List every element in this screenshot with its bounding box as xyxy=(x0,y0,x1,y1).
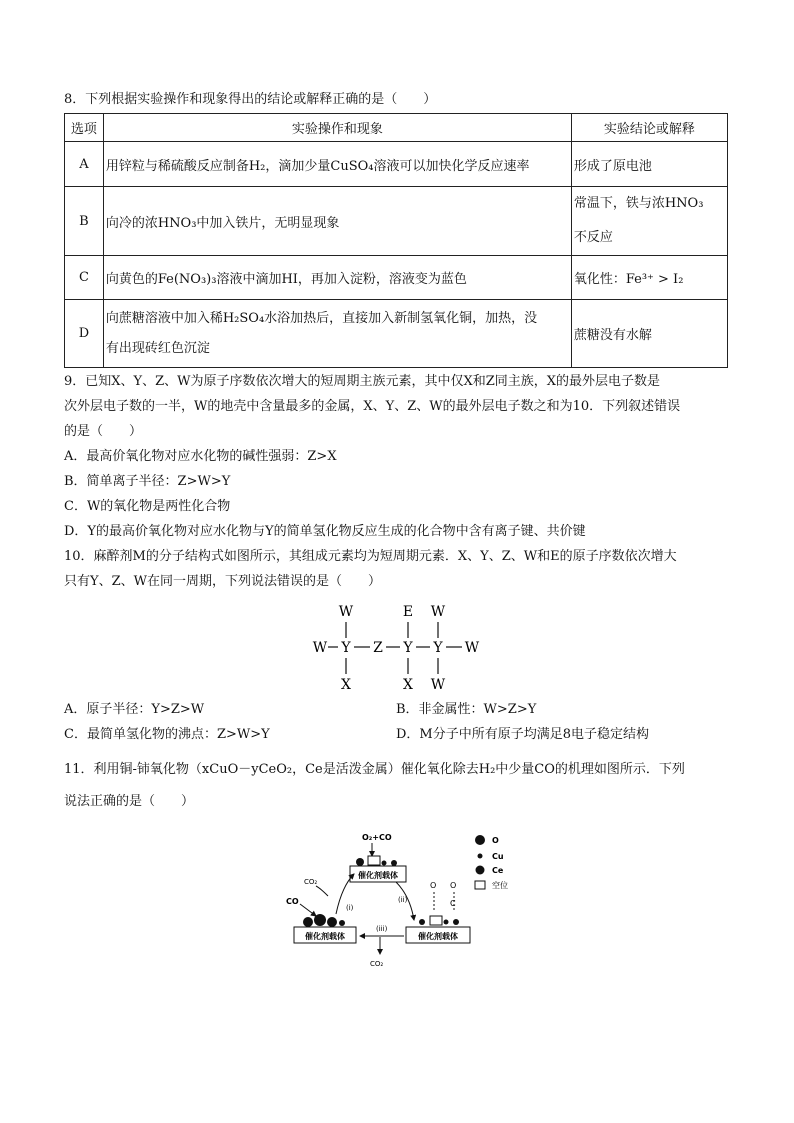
atom-bottom-x2: X xyxy=(403,677,413,693)
table-row xyxy=(65,187,728,256)
carrier-label: 催化剂载体 xyxy=(358,871,398,880)
row-conclusion-line2: 不反应 xyxy=(573,230,613,245)
row-option: B xyxy=(65,187,104,256)
q8-table xyxy=(64,113,728,368)
row-conclusion: 氧化性：Fe³⁺ > I₂ xyxy=(571,256,727,300)
row-conclusion xyxy=(571,187,727,256)
row-option: C xyxy=(65,256,104,300)
cu-atom xyxy=(382,861,387,866)
q10-option-c: C．最简单氢化物的沸点：Z>W>Y xyxy=(64,727,270,742)
arrow xyxy=(300,904,316,916)
q8-stem: 8．下列根据实验操作和现象得出的结论或解释正确的是（ ） xyxy=(64,92,437,107)
atom-top-w2: W xyxy=(430,604,446,620)
atom-top-w1: W xyxy=(338,604,354,620)
label-co2-release: CO₂ xyxy=(370,960,384,968)
label-step-ii: (ii) xyxy=(398,896,408,904)
row-conclusion: 蔗糖没有水解 xyxy=(571,300,727,368)
table-row xyxy=(65,256,728,300)
q11-line2: 说法正确的是（ ） xyxy=(64,794,195,809)
carrier-label: 催化剂载体 xyxy=(418,932,458,941)
label-co2: CO₂ xyxy=(304,878,318,886)
atom-bottom-x1: X xyxy=(341,677,351,693)
atom-chain-y3: Y xyxy=(433,640,443,656)
q9-option-d: D．Y的最高价氧化物对应水化物与Y的简单氢化物反应生成的化合物中含有离子键、共价键 xyxy=(64,524,586,539)
q10-option-a: A．原子半径：Y>Z>W xyxy=(64,702,205,717)
legend-ce-icon xyxy=(476,866,485,875)
legend-o-icon xyxy=(475,835,485,845)
legend-cu: Cu xyxy=(492,852,504,861)
ce-atom xyxy=(356,858,364,866)
atom-chain-z: Z xyxy=(373,640,383,656)
atom-chain-y1: Y xyxy=(341,640,351,656)
legend-o: O xyxy=(492,836,499,845)
label-o: O xyxy=(430,881,437,890)
label-co: CO xyxy=(286,897,299,906)
header-operation: 实验操作和现象 xyxy=(103,114,571,142)
q11-line1: 11．利用铜-铈氧化物（xCuO－yCeO₂，Ce是活泼金属）催化氧化除去H₂中少量CO的机理如图所示．下列 xyxy=(64,762,685,777)
row-operation: 用锌粒与稀硫酸反应制备H₂，滴加少量CuSO₄溶液可以加快化学反应速率 xyxy=(103,142,571,187)
ce-atom xyxy=(314,914,326,926)
legend-ce: Ce xyxy=(492,866,504,875)
q9-option-a: A．最高价氧化物对应水化物的碱性强弱：Z>X xyxy=(64,449,337,464)
row-operation: 向冷的浓HNO₃中加入铁片，无明显现象 xyxy=(103,187,571,256)
legend-vacancy: 空位 xyxy=(492,881,508,890)
legend-vacancy-icon xyxy=(475,881,485,889)
row-operation-line2: 有出现砖红色沉淀 xyxy=(105,340,210,356)
atom-chain-y2: Y xyxy=(403,640,413,656)
atom-bottom-w: W xyxy=(430,677,446,693)
q9-line1: 9．已知X、Y、Z、W为原子序数依次增大的短周期主族元素，其中仅X和Z同主族，X的最外层电子数是 xyxy=(64,374,661,389)
label-step-i: (i) xyxy=(346,904,354,912)
legend-cu-icon xyxy=(478,854,483,859)
o-atom xyxy=(391,860,397,866)
row-operation-line1: 向蔗糖溶液中加入稀H₂SO₄水浴加热后，直接加入新制氢氧化铜，加热，没 xyxy=(105,310,538,326)
q9-line3: 的是（ ） xyxy=(64,424,143,439)
row-option: D xyxy=(65,300,104,368)
table-header-row xyxy=(65,114,728,142)
q10-line2: 只有Y、Z、W在同一周期，下列说法错误的是（ ） xyxy=(64,574,381,589)
q10-option-b: B．非金属性：W>Z>Y xyxy=(396,702,537,717)
cu-atom xyxy=(339,920,345,926)
q9-option-c: C．W的氧化物是两性化合物 xyxy=(64,499,231,514)
cu-atom xyxy=(444,920,449,925)
q11-mechanism-diagram xyxy=(280,826,520,972)
cu-atom xyxy=(419,919,425,925)
o-atom xyxy=(327,917,337,927)
q10-option-d: D．M分子中所有原子均满足8电子稳定结构 xyxy=(396,727,650,742)
label-o2: O xyxy=(450,881,457,890)
table-row xyxy=(65,142,728,187)
q10-structure-diagram xyxy=(300,598,500,694)
vacancy xyxy=(368,856,380,865)
q9-option-b: B．简单离子半径：Z>W>Y xyxy=(64,474,231,489)
row-conclusion-line1: 常温下，铁与浓HNO₃ xyxy=(573,196,704,211)
label-c: C xyxy=(450,899,456,908)
vacancy xyxy=(430,916,442,925)
o-atom xyxy=(453,919,459,925)
carrier-label: 催化剂载体 xyxy=(305,932,345,941)
row-conclusion: 形成了原电池 xyxy=(571,142,727,187)
row-operation: 向黄色的Fe(NO₃)₃溶液中滴加HI，再加入淀粉，溶液变为蓝色 xyxy=(103,256,571,300)
o-atom xyxy=(303,917,313,927)
header-conclusion: 实验结论或解释 xyxy=(571,114,727,142)
atom-chain-w-left: W xyxy=(312,640,328,656)
arrow-co2-out xyxy=(316,886,328,896)
header-option: 选项 xyxy=(65,114,104,142)
atom-top-e: E xyxy=(402,604,414,620)
label-o2-co: O₂+CO xyxy=(362,833,392,842)
row-operation xyxy=(103,300,571,368)
q10-line1: 10．麻醉剂M的分子结构式如图所示，其组成元素均为短周期元素．X、Y、Z、W和E的原子序数依次增大 xyxy=(64,549,677,564)
q9-line2: 次外层电子数的一半，W的地壳中含量最多的金属，X、Y、Z、W的最外层电子数之和为10．下列叙述错误 xyxy=(64,399,681,414)
table-row xyxy=(65,300,728,368)
atom-chain-w-right: W xyxy=(464,640,480,656)
label-step-iii: (iii) xyxy=(376,925,388,933)
row-option: A xyxy=(65,142,104,187)
